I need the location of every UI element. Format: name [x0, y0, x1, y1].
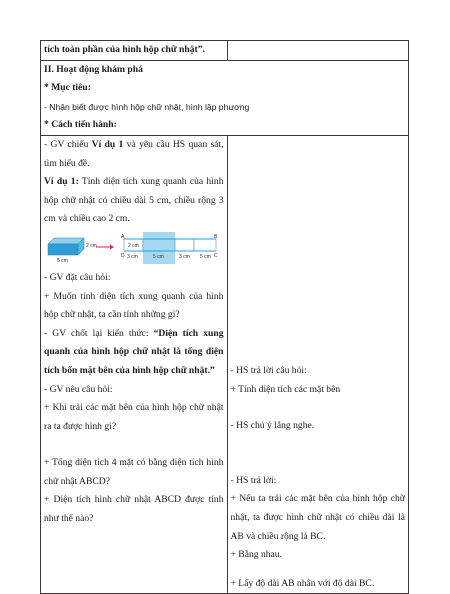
answer-text: + Bằng nhau.	[230, 549, 283, 561]
spacer	[231, 136, 406, 362]
continued-text-cell: tích toàn phần của hình hộp chữ nhật”.	[41, 41, 228, 61]
point-d-label: D	[121, 252, 125, 259]
intro-paragraph	[44, 136, 224, 173]
point-c-label: C	[214, 252, 218, 259]
intro-text-end: và yêu cầu HS quan sát, tìm hiểu đề.	[44, 138, 224, 169]
table-row	[41, 135, 409, 593]
lesson-table	[40, 40, 409, 594]
segment-label: 3 cm	[179, 253, 190, 260]
spacer	[231, 436, 406, 472]
box-net-diagram	[44, 232, 224, 266]
example-paragraph	[44, 173, 224, 229]
example-label: Ví dụ 1:	[44, 176, 79, 188]
net-face-3	[175, 239, 194, 251]
conclusion-paragraph	[44, 325, 224, 381]
answer-text: - HS chú ý lắng nghe.	[230, 420, 315, 432]
net-face-4	[194, 239, 216, 251]
goal-text: - Nhận biết được hình hộp chữ nhật, hình lập phương	[44, 101, 250, 112]
box-front-face	[48, 244, 78, 255]
spacer	[44, 436, 224, 454]
section-cell	[41, 60, 409, 135]
answer-text: + Nếu ta trải các mặt bên của hình hộp chữ nhật, ta được hình chữ nhật có chiều dài là AB và chiều rộng là BC.	[230, 493, 405, 542]
net-height-label: 2 cm	[128, 242, 139, 249]
answer-intro: - HS trả lời câu hỏi:	[230, 364, 307, 376]
table-row	[41, 41, 409, 61]
intro-text: - GV chiếu	[44, 138, 92, 150]
point-b-label: B	[214, 233, 218, 240]
conclusion-lead: - GV chốt lại kiến thức:	[44, 327, 154, 339]
segment-label: 5 cm	[200, 253, 211, 260]
point-a-label: A	[121, 233, 125, 240]
question-text: + Muốn tính diện tích xung quanh của hình hộp chữ nhật, ta cần tính những gì?	[44, 290, 224, 321]
example-text: Tính diện tích xung quanh của hình hộp chữ nhật có chiều dài 5 cm, chiều rộng 3 cm và chiều cao 2 cm.	[44, 176, 224, 225]
student-column	[227, 135, 409, 593]
question-intro: - GV nêu câu hỏi:	[44, 383, 113, 395]
empty-cell	[227, 41, 409, 61]
answer-text: + Lấy độ dài AB nhân với độ dài BC.	[230, 577, 375, 589]
answer-intro: - HS trả lời:	[230, 474, 277, 486]
spacer	[231, 399, 406, 417]
method-title: * Cách tiến hành:	[44, 119, 117, 131]
segment-label: 3 cm	[127, 253, 138, 260]
conclusion-quote: “Diện tích xung quanh của hình hộp chữ nhật là tổng diện tích bốn mặt bên của hình hộp chữ nhật.”	[44, 327, 224, 376]
segment-label: 5 cm	[153, 253, 164, 260]
section-heading: II. Hoạt động khám phá	[44, 63, 143, 75]
answer-text: + Tính diện tích các mặt bên	[230, 383, 341, 395]
question-text: + Diện tích hình chữ nhật ABCD được tính như thế nào?	[44, 494, 224, 525]
spacer	[231, 565, 406, 575]
question-intro: - GV đặt câu hỏi:	[44, 271, 111, 283]
example-ref: Ví dụ 1	[91, 138, 124, 150]
diagram-svg	[44, 232, 218, 266]
box-width-label: 5 cm	[57, 257, 68, 264]
arrow-head	[110, 244, 114, 249]
box-height-label: 2 cm	[86, 242, 97, 249]
question-text: + Khi trải các mặt bên của hình hộp chữ nhật ra ta được hình gì?	[44, 402, 224, 432]
question-text: + Tổng diện tích 4 mặt có bằng diện tích hình chữ nhật ABCD?	[44, 457, 224, 487]
table-row	[41, 60, 409, 135]
goal-title: * Mục tiêu:	[44, 82, 91, 94]
teacher-column	[41, 135, 228, 593]
